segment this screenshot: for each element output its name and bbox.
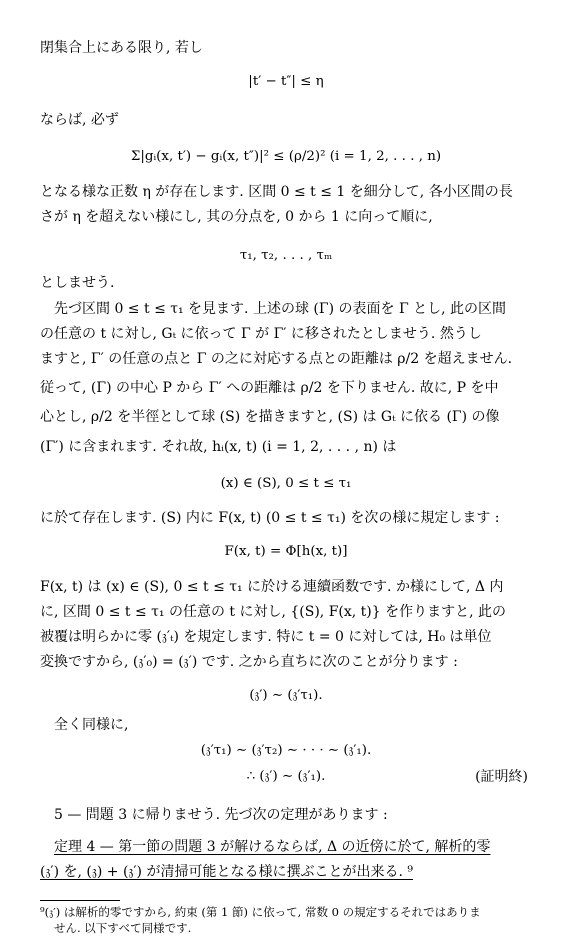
proof-end-mark: (証明終) — [475, 769, 528, 785]
text-line: 被覆は明らかに零 (𝔷′ₜ) を規定します. 特に t = 0 に対しては, H₀ は単位 — [40, 629, 492, 645]
text-line: としませう. — [40, 275, 115, 291]
equation: F(x, t) = Φ[h(x, t)] — [224, 544, 348, 559]
equation: Σ|gᵢ(x, t′) − gᵢ(x, t″)|² ≤ (ρ/2)² (i = 1, 2, . . . , n) — [130, 149, 442, 164]
footnote: ⁹(𝔷′) は解析的零ですから, 約束 (第 1 節) に依って, 常数 0 の規定するそれではありま — [40, 905, 481, 919]
text-line: の任意の t に対し, Gₜ に依って Γ が Γ′ に移されたとしませう. 然うし — [40, 326, 482, 342]
footnote-rule — [40, 900, 120, 901]
text-line: さが η を超えない様にし, 其の分点を, 0 から 1 に向って順に, — [40, 209, 433, 225]
text-line: に, 区間 0 ≤ t ≤ τ₁ の任意の t に対し, {(S), F(x, t)} を作りますと, 此の — [40, 604, 507, 620]
text-line: 先づ区間 0 ≤ t ≤ τ₁ を見ます. 上述の球 (Γ) の表面を Γ とし, 此の区間 — [54, 301, 507, 317]
text-line: に於て存在します. (S) 内に F(x, t) (0 ≤ t ≤ τ₁) を次の様に規定します : — [40, 510, 500, 526]
text-line: ならば, 必ず — [40, 112, 119, 128]
theorem-statement: 定理 4 — 第一節の問題 3 が解けるならば, Δ の近傍に於て, 解析的零 — [54, 839, 491, 855]
text-line: 全く同様に, — [54, 717, 129, 733]
text-line: F(x, t) は (x) ∈ (S), 0 ≤ t ≤ τ₁ に於ける連續函数です. か様にして, Δ 内 — [40, 579, 504, 595]
text-line: 心とし, ρ/2 を半徑として球 (S) を描きますと, (S) は Gₜ に依る (Γ) の像 — [40, 409, 500, 425]
theorem-statement: (𝔷′) を, (𝔷) + (𝔷′) が清掃可能となる様に撰ぶことが出来る. ⁹ — [40, 864, 413, 880]
text-line: 閉集合上にある限り, 若し — [40, 40, 203, 56]
equation: (𝔷′) ∼ (𝔷′τ₁). — [249, 688, 323, 703]
equation: τ₁, τ₂, . . . , τₘ — [239, 248, 333, 263]
text-line: (Γ′) に含まれます. それ故, hᵢ(x, t) (i = 1, 2, . . . , n) は — [40, 439, 397, 455]
equation: (x) ∈ (S), 0 ≤ t ≤ τ₁ — [220, 476, 352, 491]
text-line: 従って, (Γ) の中心 P から Γ′ への距離は ρ/2 を下りません. 故に, P を中 — [40, 380, 499, 396]
footnote: せん. 以下すべて同様です. — [54, 921, 192, 935]
text-line: ますと, Γ′ の任意の点と Γ の之に対応する点との距離は ρ/2 を超えません. — [40, 351, 513, 367]
text-line: となる様な正数 η が存在します. 区間 0 ≤ t ≤ 1 を細分して, 各小区間の長 — [40, 184, 513, 200]
text-line: 変換ですから, (𝔷′₀) = (𝔷′) です. 之から直ちに次のことが分ります : — [40, 654, 458, 670]
section-heading: 5 — 問題 3 に帰りませう. 先づ次の定理があります : — [54, 807, 388, 823]
equation: (𝔷′τ₁) ∼ (𝔷′τ₂) ∼ · · · ∼ (𝔷′₁). — [200, 743, 372, 758]
equation: ∴ (𝔷′) ∼ (𝔷′₁). — [246, 769, 326, 784]
equation: |t′ − t″| ≤ η — [248, 74, 324, 89]
